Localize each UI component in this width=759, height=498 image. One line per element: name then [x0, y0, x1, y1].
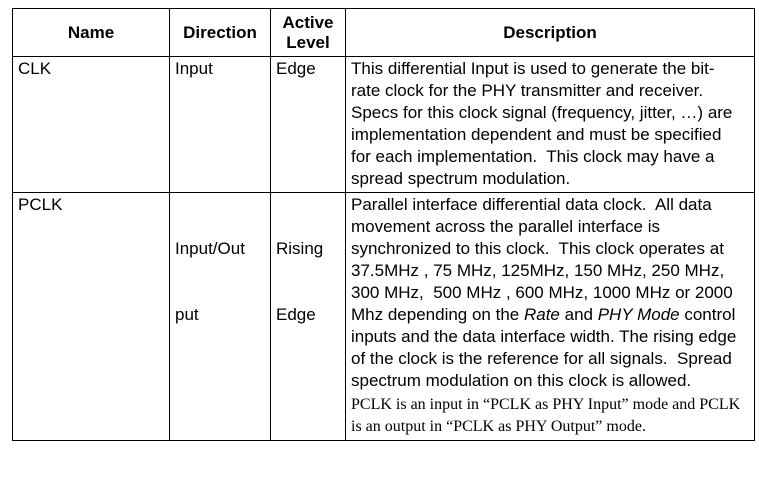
pclk-description-cell: [346, 193, 755, 441]
signal-active-level-line2: Edge: [276, 305, 316, 324]
signal-direction: Input: [175, 59, 213, 78]
rate-term: Rate: [523, 305, 560, 324]
pclk-active-level-cell: [271, 193, 346, 441]
pclk-mode-note: PCLK is an input in “PCLK as PHY Input” mode and PCLK is an output in “PCLK as PHY Output” mode.: [351, 396, 745, 435]
header-direction: Direction: [170, 9, 271, 57]
pclk-direction-cell: [170, 193, 271, 441]
signal-table: [12, 8, 755, 441]
signal-direction-line1: Input/Out: [175, 239, 245, 258]
signal-direction: [170, 193, 270, 372]
header-row: [13, 9, 755, 57]
signal-description: This differential Input is used to generate the bit-rate clock for the PHY transmitter and receiver. Specs for this clock signal (frequency, jitter, …) are implementation dependent and must be specified for each implementation. This clock may have a spread spectrum modulation.: [351, 59, 738, 188]
clk-active-level-cell: [271, 57, 346, 193]
table-row: [13, 57, 755, 193]
clk-description-cell: [346, 57, 755, 193]
header-active-level-line1: Active: [282, 12, 334, 32]
signal-description: [346, 193, 754, 394]
description-text: Parallel interface differential data clock. All data movement across the parallel interface is synchronized to this clock. This clock operates at 37.5MHz , 75 MHz, 125MHz, 150 MHz, 250 MHz, 300 MHz, 500 MHz , 600 MHz, 1000 MHz or 2000 Mhz depending on the: [351, 195, 738, 324]
description-text-and: and: [559, 305, 598, 324]
table-row: [13, 193, 755, 441]
header-active-level-line2: Level: [286, 32, 330, 52]
signal-name: PCLK: [18, 195, 63, 214]
clk-direction-cell: [170, 57, 271, 193]
description-text-2: control inputs and the data interface width. The rising edge of the clock is the reference for all signals. Spread spectrum modulation on this clock is allowed.: [351, 305, 742, 390]
header-description: Description: [346, 9, 755, 57]
phy-mode-term: PHY Mode: [597, 305, 680, 324]
clk-name-cell: [13, 57, 170, 193]
header-active-level: [271, 9, 346, 57]
signal-direction-line2: put: [175, 305, 199, 324]
signal-name: CLK: [18, 59, 52, 78]
signal-active-level: [271, 193, 345, 372]
header-name: Name: [13, 9, 170, 57]
signal-active-level: Edge: [276, 59, 316, 78]
signal-active-level-line1: Rising: [276, 239, 324, 258]
pclk-name-cell: [13, 193, 170, 441]
